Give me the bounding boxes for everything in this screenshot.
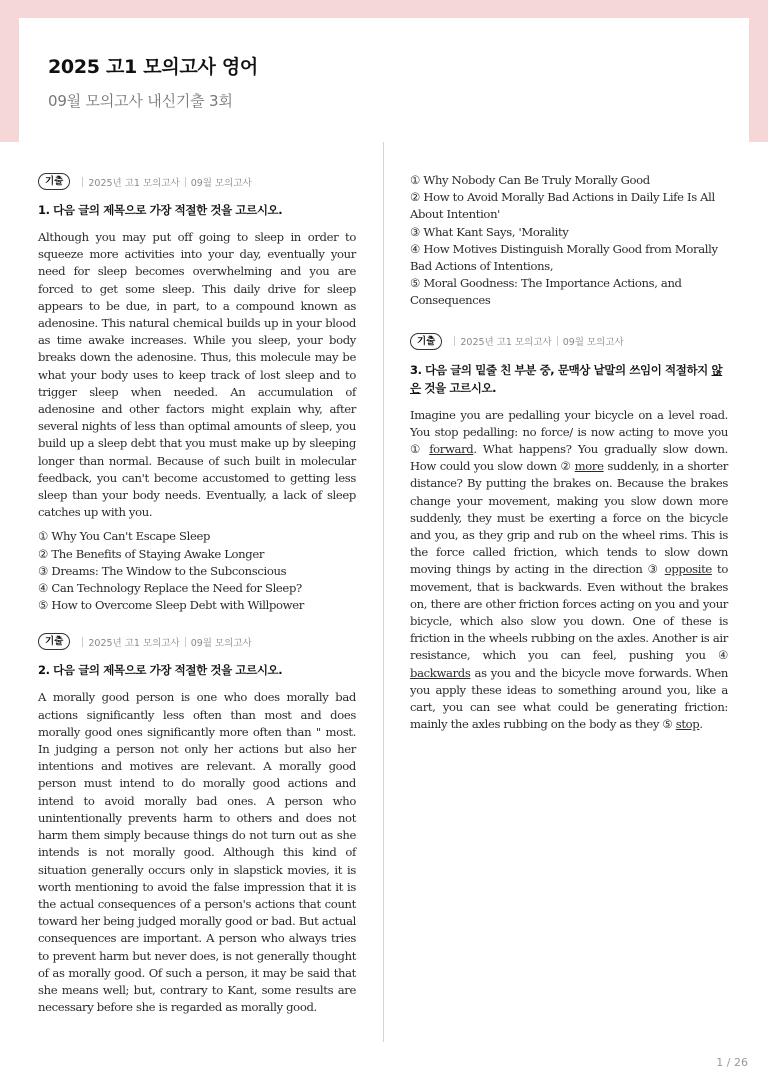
question-3-source: [410, 332, 728, 351]
question-2-title: 2. 다음 글의 제목으로 가장 적절한 것을 고르시오.: [38, 663, 283, 678]
separator: [82, 637, 83, 647]
option-3: ③ Dreams: The Window to the Subconscious: [38, 563, 287, 578]
question-1-passage: Although you may put off going to sleep in order to squeeze more activities into your day, eventually your need for sleep becomes overwhelming and you are forced to get some sleep. This daily drive for sleep appears to be due, in part, to a compound known as adenosine. This natural chemical builds up in your blood as time awake increases. While you sleep, your body breaks down the adenosine. Thus, this molecule may be what your body uses to keep track of lost sleep and to trigger sleep when needed. An accumulation of adenosine and other factors might explain why, after several nights of less than optimal amounts of sleep, you build up a sleep debt that you must make up by sleeping longer than normal. Because of such built in molecular feedback, you can't become accustomed to getting less sleep than your body needs. Eventually, a lack of sleep catches up with you.: [38, 230, 356, 520]
option-1: ① Why You Can't Escape Sleep: [38, 529, 211, 544]
source-year: 2025년 고1 모의고사: [460, 337, 552, 349]
question-3-title: [410, 361, 728, 397]
separator: [185, 177, 186, 187]
question-1-options: [38, 528, 356, 614]
passage-text: . What happens? You gradually slow down. How could you slow down ②: [410, 442, 728, 474]
column-divider: [383, 142, 384, 1042]
right-column: [410, 172, 728, 733]
title-text: 것을 고르시오.: [420, 380, 497, 395]
page-title: 2025 고1 모의고사 영어: [48, 56, 258, 78]
title-text: 3. 다음 글의 밑줄 친 부분 중, 문맥상 낱말의 쓰임이 적절하지: [410, 362, 712, 377]
question-2-options: [410, 172, 728, 310]
option-4: ④ Can Technology Replace the Need for Sleep?: [38, 581, 302, 596]
underlined-word-1: forward: [429, 442, 474, 457]
title-underlined-word: 않은: [410, 362, 723, 395]
question-1-title: 1. 다음 글의 제목으로 가장 적절한 것을 고르시오.: [38, 203, 283, 217]
option-2: ② How to Avoid Morally Bad Actions in Daily Life Is All About Intention': [410, 190, 715, 222]
option-4: ④ How Motives Distinguish Morally Good from Morally Bad Actions of Intentions,: [410, 241, 718, 274]
passage-text: suddenly, in a shorter distance? By putting the brakes on. Because the brakes change your movement, making you slow down more suddenly, they must be exerting a force on the bicycle and you, as they grip and rub on the wheel rims. This is the force called friction, which tends to slow down moving things by acting in the direction ③: [410, 459, 728, 577]
source-tag-badge: 기출: [38, 633, 70, 650]
option-5: ⑤ How to Overcome Sleep Debt with Willpower: [38, 598, 304, 613]
passage-text: as you and the bicycle move forwards. When you apply these ideas to something around you, like a cart, you can see what could be generating friction: mainly the axles rubbing on the body as they ⑤: [410, 665, 728, 732]
source-month: 09월 모의고사: [190, 177, 252, 189]
source-tag-badge: 기출: [410, 333, 442, 350]
question-2-passage: A morally good person is one who does morally bad actions significantly less often than most and does morally good ones significantly more often than " most. In judging a person not only her actions but also her intentions and motives are relevant. A morally good person must intend to do morally good actions and intend to avoid morally bad ones. A person who unintentionally prevents harm to others and does not harm them simply because things do not turn out as she intends is not morally good. Although this kind of situation generally occurs only in slapstick movies, it is worth mentioning to avoid the false impression that it is the actual consequences of a person's actions that count toward her being judged morally good or bad. But actual consequences are important. A person who always tries to prevent harm but never does, is not generally thought of as morally good. Of such a person, it may be said that she means well; but, contrary to Kant, some results are necessary before she is regarded as morally good.: [38, 690, 356, 1015]
source-month: 09월 모의고사: [190, 637, 252, 649]
underlined-word-5: stop: [675, 717, 700, 732]
question-2-source: [38, 632, 356, 651]
header-card: [19, 18, 749, 142]
question-3-passage: [410, 407, 728, 734]
source-month: 09월 모의고사: [562, 337, 624, 349]
passage-text: .: [699, 717, 703, 732]
spacer: [38, 614, 356, 632]
underlined-word-4: backwards: [410, 665, 471, 680]
page-subtitle: 09월 모의고사 내신기출 3회: [48, 92, 233, 110]
question-1-source: [38, 172, 356, 191]
separator: [557, 336, 558, 346]
source-year: 2025년 고1 모의고사: [88, 637, 180, 649]
option-1: ① Why Nobody Can Be Truly Morally Good: [410, 173, 650, 187]
separator: [82, 177, 83, 187]
underlined-word-2: more: [574, 459, 604, 474]
underlined-word-3: opposite: [664, 562, 712, 577]
option-2: ② The Benefits of Staying Awake Longer: [38, 546, 265, 561]
source-tag-badge: 기출: [38, 173, 70, 190]
separator: [185, 637, 186, 647]
spacer: [410, 310, 728, 332]
passage-text: Imagine you are pedalling your bicycle on a level road. You stop pedalling: no force/ is now acting to move you ①: [410, 407, 728, 457]
separator: [454, 336, 455, 346]
passage-text: to movement, that is backwards. Even without the brakes on, there are other friction forces acting on you and your bicycle, which also slow you down. One of these is friction in the wheels rubbing on the axles. Another is air resistance, which you can feel, pushing you ④: [410, 562, 728, 663]
option-5: ⑤ Moral Goodness: The Importance Actions, and Consequences: [410, 276, 682, 308]
left-column: [38, 172, 356, 1016]
option-3: ③ What Kant Says, 'Morality: [410, 224, 569, 239]
source-year: 2025년 고1 모의고사: [88, 177, 180, 189]
page-number: 1 / 26: [716, 1056, 748, 1069]
